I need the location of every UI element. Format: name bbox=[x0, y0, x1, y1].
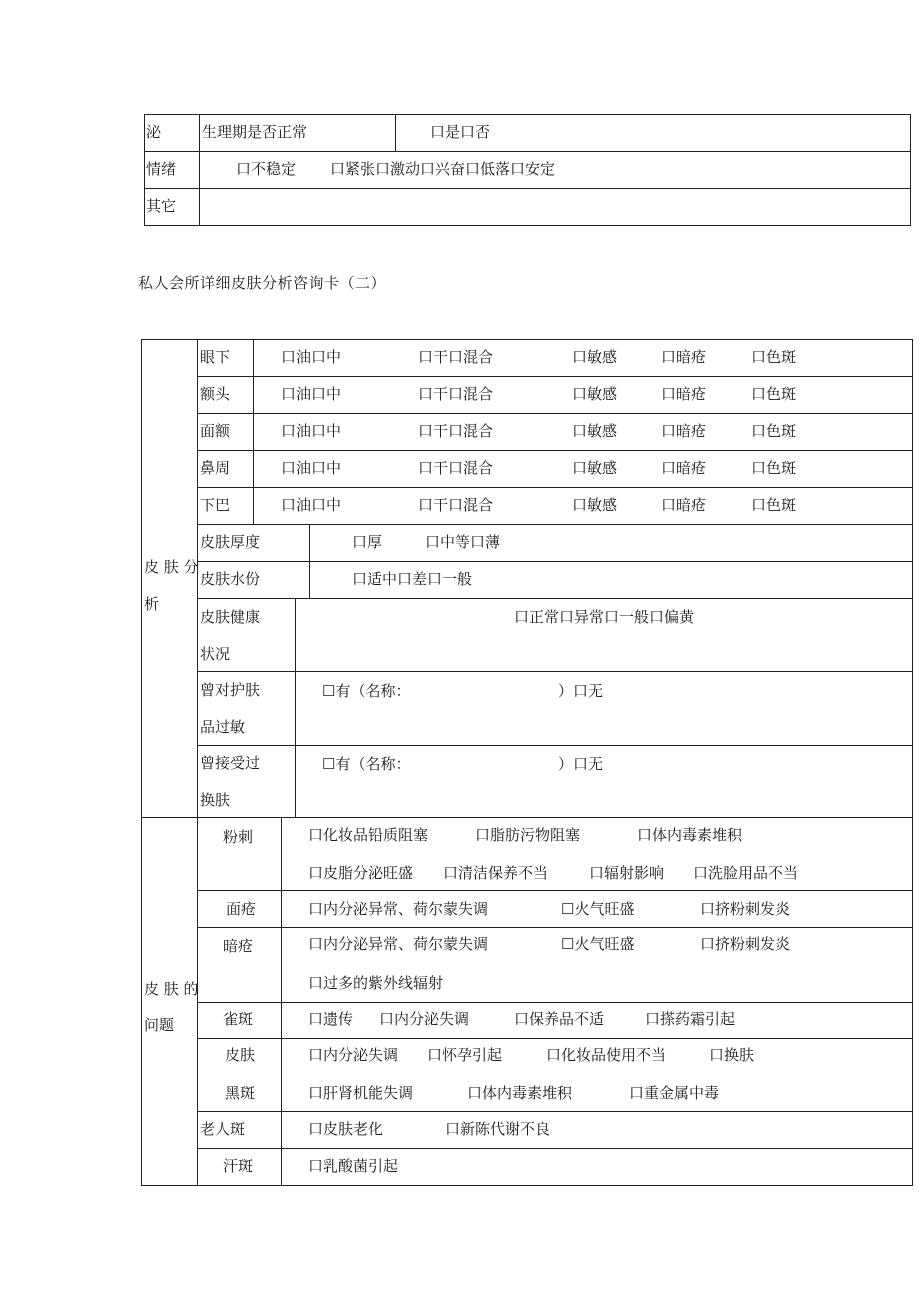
pimple-cause-checkbox[interactable]: 口内分泌异常、荷尔蒙失调 bbox=[308, 900, 489, 918]
melasma-label-2: 黑斑 bbox=[225, 1084, 256, 1102]
dry-mixed-checkbox[interactable]: 口干口混合 bbox=[418, 385, 494, 403]
pigment-checkbox[interactable]: 口色斑 bbox=[751, 459, 797, 477]
medium-thin-checkbox[interactable]: 口中等口薄 bbox=[425, 533, 501, 551]
page-title: 私人会所详细皮肤分析咨询卡（二） bbox=[138, 274, 387, 292]
allergy-yes-checkbox[interactable]: ☐有（名称： bbox=[322, 682, 411, 700]
age-spot-label: 老人斑 bbox=[200, 1120, 246, 1138]
freckle-cause-checkbox[interactable]: 口保养品不适 bbox=[514, 1010, 605, 1028]
region-label: 眼下 bbox=[200, 348, 231, 366]
health-label-2: 状况 bbox=[200, 645, 231, 663]
other-input-field[interactable] bbox=[201, 190, 908, 223]
acne-cause-checkbox[interactable]: 口体内毒素堆积 bbox=[637, 826, 743, 844]
freckle-label: 雀斑 bbox=[223, 1010, 254, 1028]
acne-cause-checkbox[interactable]: 口皮脂分泌旺盛 bbox=[308, 864, 414, 882]
pimple-cause-checkbox[interactable]: ☐火气旺盛 bbox=[561, 900, 635, 918]
sweat-spot-cause-checkbox[interactable]: 口乳酸菌引起 bbox=[308, 1157, 399, 1175]
group-label-skin-analysis-2: 析 bbox=[144, 595, 160, 613]
region-label: 面额 bbox=[200, 422, 231, 440]
moisture-label: 皮肤水份 bbox=[200, 570, 261, 588]
row-label-emotion: 情绪 bbox=[146, 160, 177, 178]
pigment-checkbox[interactable]: 口色斑 bbox=[751, 348, 797, 366]
peel-label-2: 换肤 bbox=[200, 791, 231, 809]
age-spot-cause-checkbox[interactable]: 口新陈代谢不良 bbox=[445, 1120, 551, 1138]
row-label-secretion: 泌 bbox=[146, 123, 162, 141]
dark-acne-label: 暗疮 bbox=[223, 937, 254, 955]
dry-mixed-checkbox[interactable]: 口干口混合 bbox=[418, 348, 494, 366]
region-label: 额头 bbox=[200, 385, 231, 403]
sensitive-checkbox[interactable]: 口敏感 bbox=[572, 422, 618, 440]
pimple-cause-checkbox[interactable]: 口挤粉刺发炎 bbox=[700, 900, 791, 918]
oil-mid-checkbox[interactable]: 口油口中 bbox=[281, 348, 342, 366]
melasma-cause-checkbox[interactable]: 口重金属中毒 bbox=[629, 1084, 720, 1102]
pigment-checkbox[interactable]: 口色斑 bbox=[751, 496, 797, 514]
melasma-cause-checkbox[interactable]: 口换肤 bbox=[709, 1046, 755, 1064]
sensitive-checkbox[interactable]: 口敏感 bbox=[572, 496, 618, 514]
health-label: 皮肤健康 bbox=[200, 608, 261, 626]
dry-mixed-checkbox[interactable]: 口干口混合 bbox=[418, 459, 494, 477]
acne-checkbox[interactable]: 口暗疮 bbox=[661, 459, 707, 477]
melasma-cause-checkbox[interactable]: 口怀孕引起 bbox=[427, 1046, 503, 1064]
oil-mid-checkbox[interactable]: 口油口中 bbox=[281, 385, 342, 403]
oil-mid-checkbox[interactable]: 口油口中 bbox=[281, 496, 342, 514]
melasma-cause-checkbox[interactable]: 口肝肾机能失调 bbox=[308, 1084, 414, 1102]
oil-mid-checkbox[interactable]: 口油口中 bbox=[281, 422, 342, 440]
pigment-checkbox[interactable]: 口色斑 bbox=[751, 385, 797, 403]
peel-no-checkbox[interactable]: ）口无 bbox=[558, 755, 604, 773]
allergy-label-2: 品过敏 bbox=[200, 718, 246, 736]
oil-mid-checkbox[interactable]: 口油口中 bbox=[281, 459, 342, 477]
dark-acne-cause-checkbox[interactable]: 口挤粉刺发炎 bbox=[700, 935, 791, 953]
group-label-skin-problems-2: 问题 bbox=[144, 1016, 175, 1034]
acne-label: 粉刺 bbox=[223, 828, 254, 846]
dark-acne-cause-checkbox[interactable]: 口过多的紫外线辐射 bbox=[308, 974, 444, 992]
group-label-skin-problems: 皮 肤 的 bbox=[144, 980, 199, 998]
thickness-label: 皮肤厚度 bbox=[200, 533, 261, 551]
emotion-options-checkbox[interactable]: 口紧张口激动口兴奋口低落口安定 bbox=[330, 160, 556, 178]
acne-checkbox[interactable]: 口暗疮 bbox=[661, 422, 707, 440]
freckle-cause-checkbox[interactable]: 口搽药霜引起 bbox=[645, 1010, 736, 1028]
pimple-label: 面疮 bbox=[226, 900, 257, 918]
acne-checkbox[interactable]: 口暗疮 bbox=[661, 385, 707, 403]
sensitive-checkbox[interactable]: 口敏感 bbox=[572, 385, 618, 403]
pigment-checkbox[interactable]: 口色斑 bbox=[751, 422, 797, 440]
acne-cause-checkbox[interactable]: 口辐射影响 bbox=[589, 864, 665, 882]
thick-checkbox[interactable]: 口厚 bbox=[352, 533, 383, 551]
acne-checkbox[interactable]: 口暗疮 bbox=[661, 348, 707, 366]
acne-cause-checkbox[interactable]: 口清洁保养不当 bbox=[443, 864, 549, 882]
sensitive-checkbox[interactable]: 口敏感 bbox=[572, 459, 618, 477]
peel-label: 曾接受过 bbox=[200, 754, 261, 772]
age-spot-cause-checkbox[interactable]: 口皮肤老化 bbox=[308, 1120, 384, 1138]
allergy-label: 曾对护肤 bbox=[200, 681, 261, 699]
acne-cause-checkbox[interactable]: 口化妆品铅质阻塞 bbox=[308, 826, 429, 844]
region-label: 下巴 bbox=[200, 496, 231, 514]
group-label-skin-analysis: 皮 肤 分 bbox=[144, 558, 199, 576]
menstrual-answer-checkbox[interactable]: 口是口否 bbox=[430, 123, 491, 141]
freckle-cause-checkbox[interactable]: 口遗传 bbox=[308, 1010, 354, 1028]
dry-mixed-checkbox[interactable]: 口干口混合 bbox=[418, 496, 494, 514]
dry-mixed-checkbox[interactable]: 口干口混合 bbox=[418, 422, 494, 440]
sensitive-checkbox[interactable]: 口敏感 bbox=[572, 348, 618, 366]
emotion-unstable-checkbox[interactable]: 口不稳定 bbox=[236, 160, 297, 178]
acne-cause-checkbox[interactable]: 口脂肪污物阻塞 bbox=[475, 826, 581, 844]
acne-cause-checkbox[interactable]: 口洗脸用品不当 bbox=[693, 864, 799, 882]
health-options-checkbox[interactable]: 口正常口异常口一般口偏黄 bbox=[514, 608, 695, 626]
melasma-label: 皮肤 bbox=[225, 1046, 256, 1064]
melasma-cause-checkbox[interactable]: 口化妆品使用不当 bbox=[546, 1046, 667, 1064]
region-label: 鼻周 bbox=[200, 459, 231, 477]
allergy-no-checkbox[interactable]: ）口无 bbox=[558, 682, 604, 700]
sweat-spot-label: 汗斑 bbox=[223, 1157, 254, 1175]
dark-acne-cause-checkbox[interactable]: ☐火气旺盛 bbox=[561, 935, 635, 953]
menstrual-question: 生理期是否正常 bbox=[202, 123, 308, 141]
melasma-cause-checkbox[interactable]: 口体内毒素堆积 bbox=[467, 1084, 573, 1102]
freckle-cause-checkbox[interactable]: 口内分泌失调 bbox=[379, 1010, 470, 1028]
melasma-cause-checkbox[interactable]: 口内分泌失调 bbox=[308, 1046, 399, 1064]
row-label-other: 其它 bbox=[146, 197, 177, 215]
moisture-options-checkbox[interactable]: 口适中口差口一般 bbox=[352, 570, 473, 588]
acne-checkbox[interactable]: 口暗疮 bbox=[661, 496, 707, 514]
peel-yes-checkbox[interactable]: ☐有（名称： bbox=[322, 755, 411, 773]
dark-acne-cause-checkbox[interactable]: 口内分泌异常、荷尔蒙失调 bbox=[308, 935, 489, 953]
